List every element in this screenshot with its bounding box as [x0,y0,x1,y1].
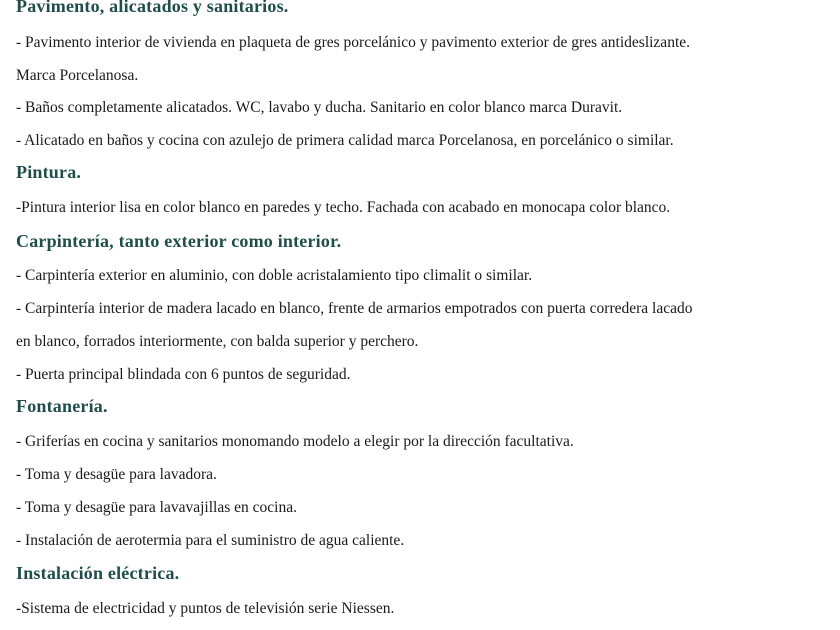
section-heading-instalacion-electrica: Instalación eléctrica. [16,563,180,583]
text-line: - Instalación de aerotermia para el suministro de agua caliente. [16,532,405,549]
text-line: - Toma y desagüe para lavavajillas en cocina. [16,499,297,516]
text-line: - Baños completamente alicatados. WC, lavabo y ducha. Sanitario en color blanco marca Duravit. [16,99,623,116]
text-line: - Toma y desagüe para lavadora. [16,466,217,483]
section-heading-pavimento: Pavimento, alicatados y sanitarios. [16,0,289,16]
text-line: Marca Porcelanosa. [16,67,139,84]
text-line: - Puerta principal blindada con 6 puntos de seguridad. [16,366,351,383]
section-heading-carpinteria: Carpintería, tanto exterior como interior. [16,231,342,251]
text-line: - Carpintería exterior en aluminio, con doble acristalamiento tipo climalit o similar. [16,267,533,284]
section-heading-fontaneria: Fontanería. [16,396,108,416]
text-line: - Pavimento interior de vivienda en plaqueta de gres porcelánico y pavimento exterior de gres antideslizante. [16,34,691,51]
text-line: -Sistema de electricidad y puntos de televisión serie Niessen. [16,600,395,617]
text-line: - Griferías en cocina y sanitarios monomando modelo a elegir por la dirección facultativa. [16,433,574,450]
text-line: en blanco, forrados interiormente, con balda superior y perchero. [16,333,419,350]
text-line: - Alicatado en baños y cocina con azulejo de primera calidad marca Porcelanosa, en porcelánico o similar. [16,132,674,149]
text-line: - Carpintería interior de madera lacado en blanco, frente de armarios empotrados con puerta corredera lacado [16,300,693,317]
text-line: -Pintura interior lisa en color blanco en paredes y techo. Fachada con acabado en monocapa color blanco. [16,199,671,216]
section-heading-pintura: Pintura. [16,162,82,182]
